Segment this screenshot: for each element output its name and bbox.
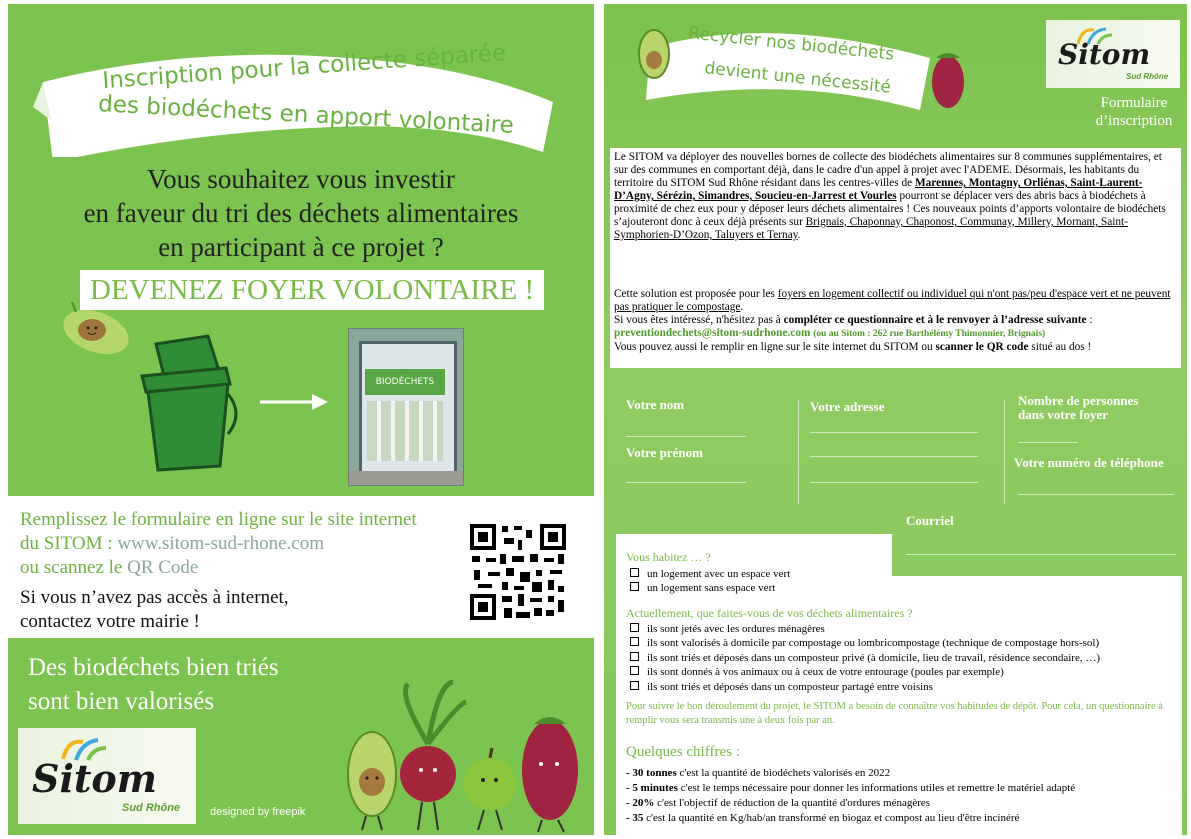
online-line3: [20, 556, 198, 580]
question-line3: en participant à ce projet ?: [158, 232, 444, 262]
checkbox[interactable]: [630, 681, 639, 690]
green-bin-icon: [128, 334, 248, 474]
bin-panel-title: BIODÉCHETS: [365, 369, 445, 395]
arrow-right-icon: [260, 392, 330, 412]
chiffres-title: Quelques chiffres :: [626, 744, 740, 760]
logo-text: Sitom: [32, 756, 157, 801]
actuellement-option[interactable]: [630, 636, 1100, 650]
field-adresse-input-3[interactable]: [810, 482, 978, 483]
actuellement-option[interactable]: [630, 665, 1100, 679]
chiffre-item: [626, 796, 1075, 811]
field-telephone-input[interactable]: [1018, 494, 1174, 495]
intro-p3-bold: compléter ce questionnaire et à le renvoyer à l’adresse suivante: [783, 314, 1087, 326]
actuellement-option-label: ils sont donnés à vos animaux ou à ceux de votre entourage (poules par exemple): [647, 666, 1004, 679]
intro-p1-end: .: [797, 229, 801, 241]
actuellement-option-label: ils sont jetés avec les ordures ménagères: [647, 623, 825, 635]
chiffre-text: c'est l'objectif de réduction de la quantité d'ordures ménagères: [654, 797, 931, 809]
intro-p4-end: situé au dos !: [1028, 341, 1092, 353]
no-internet-line1: Si vous n’avez pas accès à internet,: [20, 587, 289, 608]
actuellement-question: Actuellement, que faites-vous de vos déchets alimentaires ?: [626, 606, 913, 620]
field-telephone-label: Votre numéro de téléphone: [1014, 455, 1164, 470]
sitom-logo-small: [1046, 20, 1180, 88]
field-personnes-label-line1: Nombre de personnes: [1018, 393, 1139, 408]
form-title-line2: d’inscription: [1095, 113, 1173, 129]
checkbox[interactable]: [630, 652, 639, 661]
flyer-front: [8, 4, 594, 835]
habitez-option[interactable]: [630, 581, 790, 595]
field-courriel-label: Courriel: [906, 513, 954, 528]
eggplant-icon: [928, 44, 968, 110]
recycle-banner-line1: Recycler nos biodéchets: [687, 23, 896, 65]
chiffre-item: [626, 811, 1075, 826]
contact-email[interactable]: preventiondechets@sitom-sudrhone.com: [614, 327, 811, 339]
recycle-banner-line2: devient une nécessité: [703, 58, 892, 98]
sitom-logo: [18, 728, 196, 824]
field-adresse-label: Votre adresse: [810, 399, 885, 414]
habitez-option-label: un logement sans espace vert: [647, 582, 776, 595]
habitez-options: [630, 567, 790, 596]
no-internet-line2: contactez votre mairie !: [20, 611, 200, 632]
question-line2: en faveur du tri des déchets alimentaires: [83, 198, 519, 228]
banner-line1: Inscription pour la collecte séparée: [101, 39, 507, 95]
habitez-question: Vous habitez … ?: [626, 550, 711, 564]
intro-paragraph-2: [614, 288, 1177, 354]
habitez-option[interactable]: [630, 567, 790, 581]
volunteer-callout: DEVENEZ FOYER VOLONTAIRE !: [80, 270, 544, 310]
actuellement-option-label: ils sont triés et déposés dans un composteur privé (à domicile, lieu de travail, résidence secondaire, …): [647, 651, 1100, 664]
actuellement-option[interactable]: [630, 651, 1100, 665]
chiffre-item: [626, 781, 1075, 796]
chiffre-value: - 30 tonnes: [626, 767, 677, 779]
field-personnes-input[interactable]: [1018, 442, 1078, 443]
field-personnes-label-line2: dans votre foyer: [1018, 407, 1109, 422]
suivi-note: Pour suivre le bon déroulement du projet, le SITOM a besoin de connaître vos habitudes de dépôt. Pour cela, un questionnaire à remplir vous sera transmis une à deux fois par an.: [626, 701, 1163, 726]
chiffre-value: - 35: [626, 812, 644, 824]
intro-p2-end: .: [740, 301, 744, 313]
intro-p2-text: Cette solution est proposée pour les: [614, 288, 778, 300]
field-divider: [798, 400, 799, 504]
logo-subtitle-small: Sud Rhône: [1126, 72, 1169, 81]
flyer-form: [604, 4, 1187, 835]
intro-p3-end: :: [1086, 314, 1093, 326]
collection-bin-photo: [348, 328, 464, 486]
qr-code-icon[interactable]: [468, 522, 568, 622]
slogan-line2: sont bien valorisés: [28, 688, 215, 715]
online-line2-prefix: du SITOM :: [20, 533, 118, 554]
chiffre-text: c'est la quantité en Kg/hab/an transformé en biogaz et compost au lieu d'être incinéré: [643, 812, 1020, 824]
checkbox[interactable]: [630, 582, 639, 591]
avocado-icon: [634, 22, 674, 82]
actuellement-options: [630, 622, 1100, 694]
field-prenom-input[interactable]: [626, 482, 746, 483]
checkbox[interactable]: [630, 637, 639, 646]
form-title: [1084, 94, 1184, 130]
recycle-banner-ribbon: [640, 18, 940, 114]
intro-p1-text: Le SITOM va déployer des nouvelles bornes de collecte des biodéchets alimentaires sur 8 communes supplémentaires, et sur des communes en comportant déjà, dans le cadre d'un appel à projet avec l'ADEME. Désormais, les habitants du territoire du SITOM Sud Rhône résidant dans les centres-villes de: [614, 151, 1162, 189]
field-divider: [1004, 400, 1005, 504]
chiffres-list: [626, 766, 1075, 826]
freepik-credit: designed by freepik: [210, 806, 306, 818]
checkbox[interactable]: [630, 568, 639, 577]
question-line1: Vous souhaitez vous investir: [147, 164, 455, 194]
vegetable-mascots-icon: [338, 674, 588, 834]
field-nom-input[interactable]: [626, 436, 746, 437]
habitez-option-label: un logement avec un espace vert: [647, 568, 791, 580]
avocado-mascot-icon: [56, 300, 136, 360]
field-nom-label: Votre nom: [626, 397, 685, 412]
chiffre-value: - 5 minutes: [626, 782, 678, 794]
website-link[interactable]: www.sitom-sud-rhone.com: [117, 533, 324, 554]
chiffre-text: c'est le temps nécessaire pour donner les informations utiles et remettre le matériel adapté: [677, 782, 1076, 794]
field-adresse-input-2[interactable]: [810, 456, 978, 457]
contact-address: (ou au Sitom : 262 rue Barthélémy Thimonnier, Brignais): [813, 329, 1046, 339]
logo-subtitle: Sud Rhône: [122, 802, 181, 814]
field-personnes-label: [1018, 394, 1138, 422]
logo-text-small: Sitom: [1058, 38, 1151, 71]
field-prenom-label: Votre prénom: [626, 445, 703, 460]
banner-line2: des biodéchets en apport volontaire: [97, 91, 515, 139]
intro-p4-text: Vous pouvez aussi le remplir en ligne sur le site internet du SITOM ou: [614, 341, 936, 353]
intro-target-homes: foyers en logement collectif ou individuel qui n'ont pas/peu d'espace vert et ne peuvent pas pratiquer le compostage: [614, 288, 1171, 313]
intro-p3-text: Si vous êtes intéressé, n'hésitez pas à: [614, 314, 784, 326]
intro-existing-towns: Brignais, Chaponnay, Chaponost, Communay, Millery, Mornant, Saint-Symphorien-D’Ozon, Taluyers et Ternay: [614, 216, 1128, 241]
intro-paragraph-1: [614, 151, 1177, 242]
online-line1: Remplissez le formulaire en ligne sur le site internet: [20, 509, 417, 530]
actuellement-option-label: ils sont valorisés à domicile par compostage ou lombricompostage (technique de compostage hors-sol): [647, 637, 1100, 650]
actuellement-option[interactable]: [630, 680, 1100, 694]
intro-p1-text2: pourront se déplacer vers des abris bacs à biodéchets à proximité de chez eux pour y déposer leurs déchets alimentaires ! Ces nouveaux points d’apports volontaire de biodéchets s’ajouteront donc à ceux déjà présents sur: [614, 190, 1166, 228]
checkbox[interactable]: [630, 623, 639, 632]
field-adresse-input-1[interactable]: [810, 432, 978, 433]
actuellement-option[interactable]: [630, 622, 1100, 636]
slogan-line1: Des biodéchets bien triés: [28, 654, 279, 681]
chiffre-item: [626, 766, 1075, 781]
online-line3-prefix: ou scannez le: [20, 557, 128, 578]
actuellement-option-label: ils sont triés et déposés dans un composteur partagé entre voisins: [647, 680, 933, 693]
form-title-line1: Formulaire: [1100, 95, 1168, 111]
qr-code-label: QR Code: [127, 557, 199, 578]
chiffre-value: - 20%: [626, 797, 655, 809]
online-line2: [20, 532, 324, 556]
intro-p4-bold: scanner le QR code: [935, 341, 1029, 353]
intro-new-towns: Marennes, Montagny, Orliénas, Saint-Laurent-D’Agny, Sérézin, Simandres, Soucieu-en-Jarrest et Vourles: [614, 177, 1143, 202]
chiffre-text: c'est la quantité de biodéchets valorisés en 2022: [676, 767, 891, 779]
checkbox[interactable]: [630, 666, 639, 675]
